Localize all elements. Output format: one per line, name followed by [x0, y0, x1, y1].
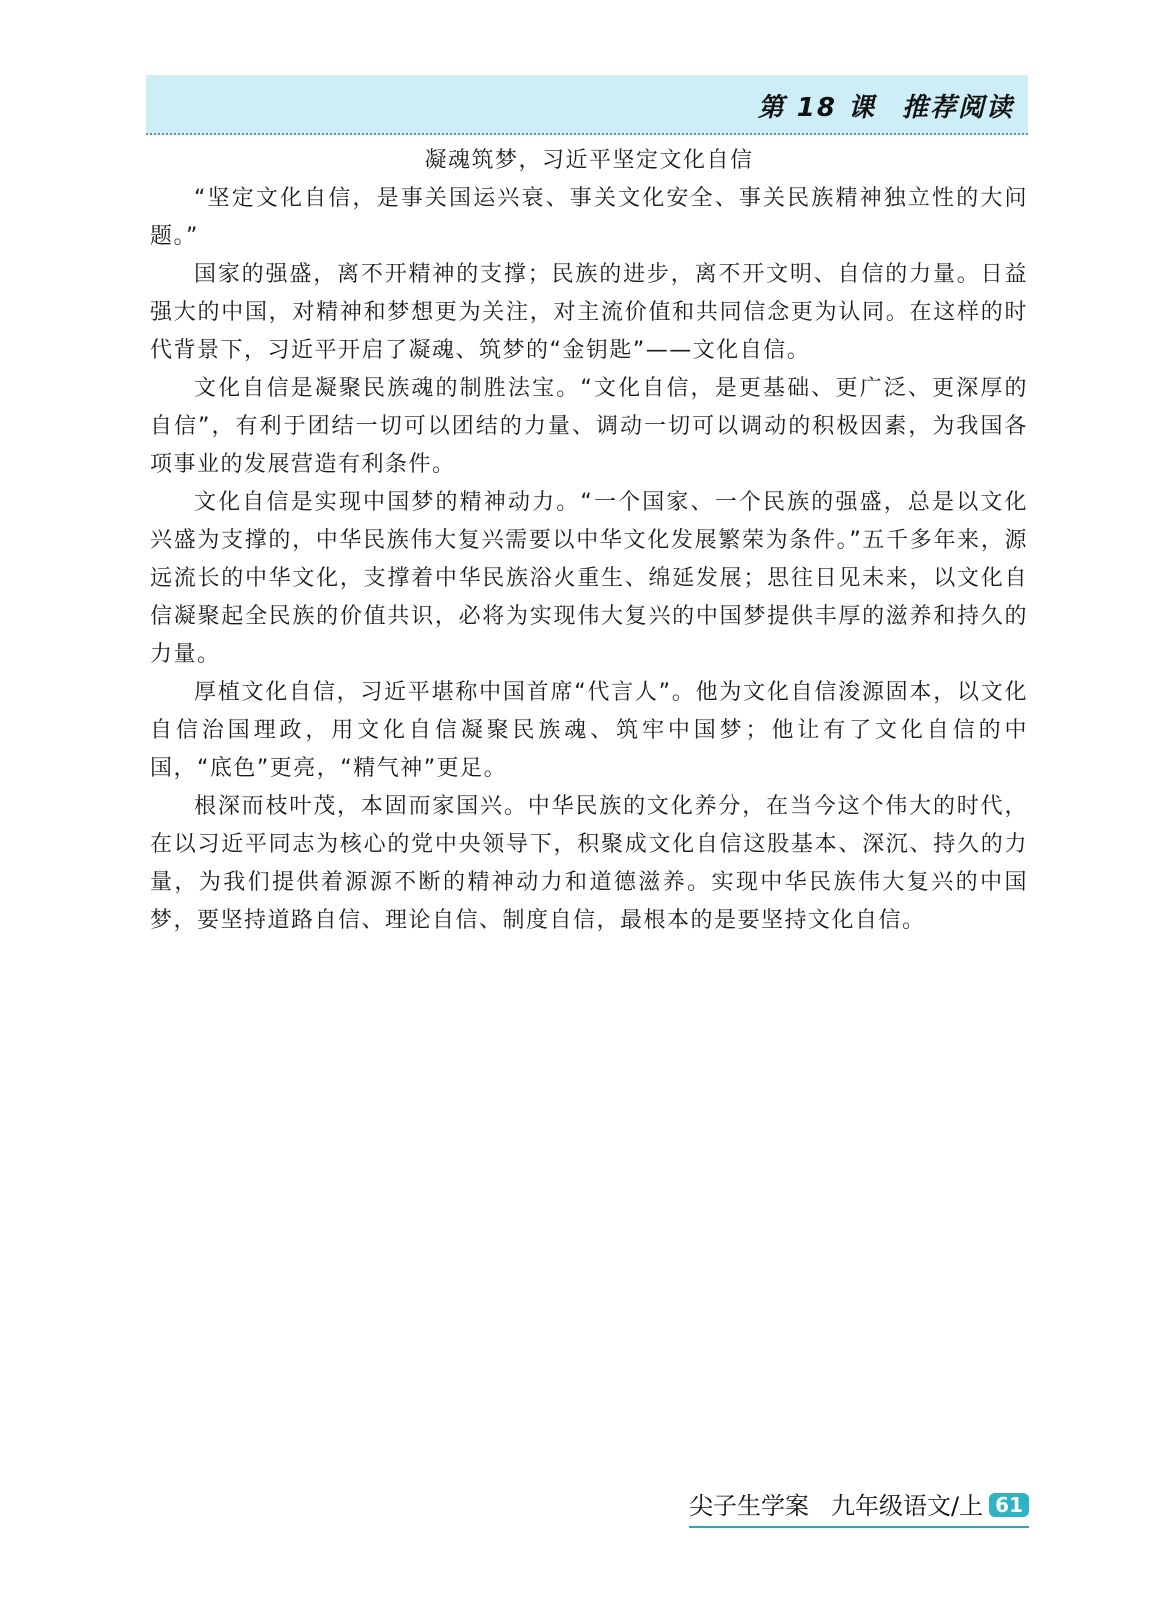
article-paragraph-1: “坚定文化自信，是事关国运兴衰、事关文化安全、事关民族精神独立性的大问题。” [150, 186, 1028, 249]
article [150, 142, 1028, 940]
section-name: 推荐阅读 [901, 93, 1014, 123]
lesson-title [758, 87, 1014, 124]
article-paragraph-5: 厚植文化自信，习近平堪称中国首席“代言人”。他为文化自信浚源固本，以文化自信治国理政，用文化自信凝聚民族魂、筑牢中国梦；他让有了文化自信的中国，“底色”更亮，“精气神”更足。 [150, 680, 1028, 781]
footer-brand: 尖子生学案 [689, 1492, 810, 1520]
article-paragraph-2: 国家的强盛，离不开精神的支撑；民族的进步，离不开文明、自信的力量。日益强大的中国，对精神和梦想更为关注，对主流价值和共同信念更为认同。在这样的时代背景下，习近平开启了凝魂、筑梦的“金钥匙”——文化自信。 [150, 262, 1028, 363]
article-paragraph-4: 文化自信是实现中国梦的精神动力。“一个国家、一个民族的强盛，总是以文化兴盛为支撑的，中华民族伟大复兴需要以中华文化发展繁荣为条件。”五千多年来，源远流长的中华文化，支撑着中华民族浴火重生、绵延发展；思往日见未来，以文化自信凝聚起全民族的价值共识，必将为实现伟大复兴的中国梦提供丰厚的滋养和持久的力量。 [150, 490, 1028, 667]
lesson-number: 第 18 课 [757, 93, 876, 123]
footer-book-title: 九年级语文/上 [831, 1492, 984, 1520]
article-paragraph-3: 文化自信是凝聚民族魂的制胜法宝。“文化自信，是更基础、更广泛、更深厚的自信”，有利于团结一切可以团结的力量、调动一切可以调动的积极因素，为我国各项事业的发展营造有利条件。 [150, 376, 1028, 477]
article-paragraph-6: 根深而枝叶茂，本固而家国兴。中华民族的文化养分，在当今这个伟大的时代，在以习近平同志为核心的党中央领导下，积聚成文化自信这股基本、深沉、持久的力量，为我们提供着源源不断的精神动力和道德滋养。实现中华民族伟大复兴的中国梦，要坚持道路自信、理论自信、制度自信，最根本的是要坚持文化自信。 [150, 794, 1028, 933]
page-footer [689, 1490, 1029, 1528]
article-title: 凝魂筑梦，习近平坚定文化自信 [424, 148, 754, 173]
page-number-badge: 61 [989, 1493, 1029, 1517]
lesson-header-band [146, 75, 1028, 135]
